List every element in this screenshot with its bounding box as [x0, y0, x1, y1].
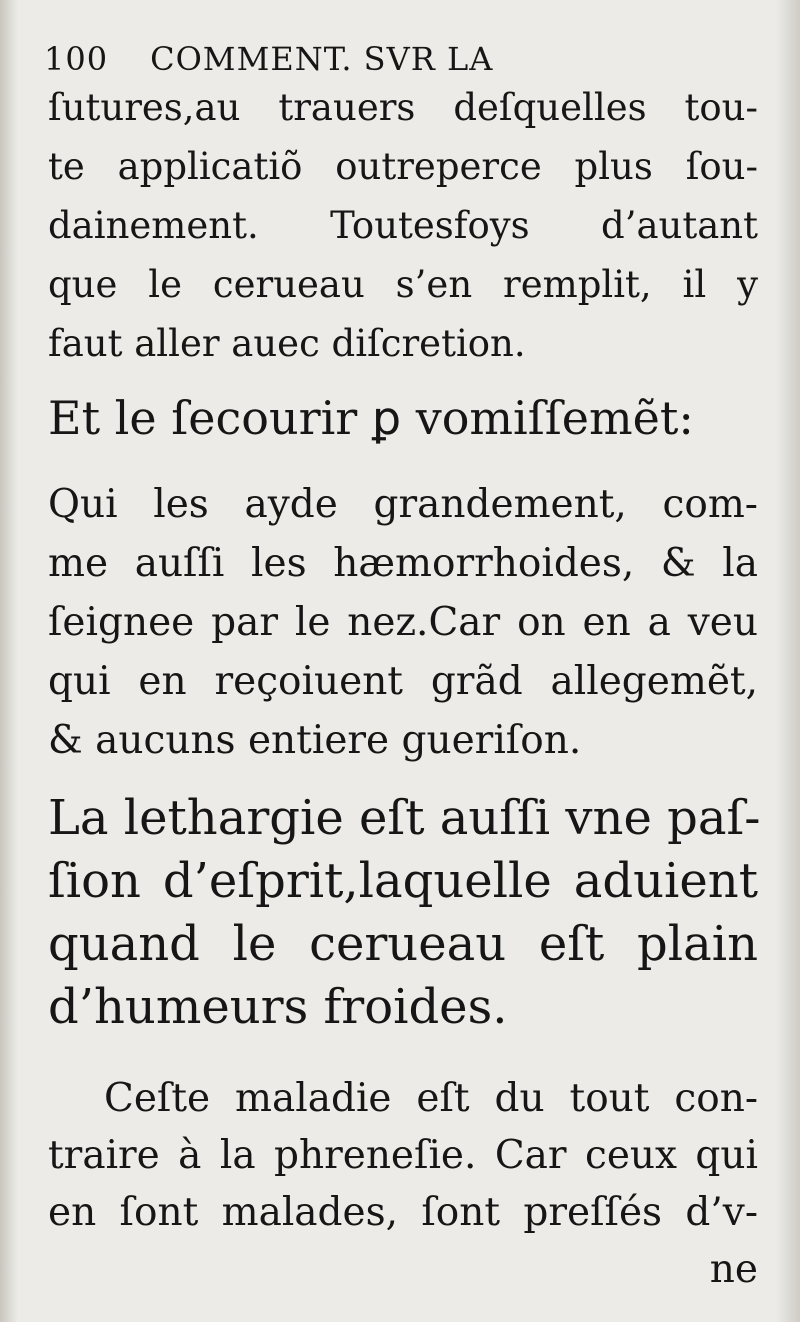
text-line: d’humeurs froides.: [48, 979, 508, 1035]
running-title: COMMENT. SVR LA: [150, 40, 494, 78]
page-number: 100: [44, 40, 109, 78]
text-line: qui en reçoiuent grãd allegemẽt,: [48, 659, 758, 704]
text-line: La lethargie eſt auſſi vne paſ-: [48, 790, 761, 846]
text-line: Ceſte maladie eſt du tout con-: [104, 1076, 758, 1121]
text-line: que le cerueau s’en remplit, il y: [48, 263, 758, 306]
text-line: ſeignee par le nez.Car on en a veu: [48, 600, 758, 645]
catchword: ne: [709, 1247, 758, 1292]
text-line: traire à la phreneſie. Car ceux qui: [48, 1133, 758, 1178]
text-line: Qui les ayde grandement, com-: [48, 482, 758, 527]
text-line: en ſont malades, ſont preſſés d’v-: [48, 1190, 758, 1235]
text-line: ſutures,au trauers deſquelles tou-: [48, 86, 758, 129]
aphorism-text-1: [48, 388, 758, 448]
commentary-paragraph-2: [48, 475, 758, 770]
commentary-paragraph-3: [48, 1070, 758, 1298]
text-line: quand le cerueau eſt plain: [48, 916, 758, 972]
aphorism-text-2: [48, 787, 761, 1039]
text-line: faut aller auec diſcretion.: [48, 322, 526, 365]
text-line: ſion d’eſprit,laquelle aduient: [48, 853, 758, 909]
text-line: Et le ſecourir ꝑ vomiſſemẽt:: [48, 391, 694, 445]
text-line: & aucuns entiere gueriſon.: [48, 718, 582, 763]
running-header: [44, 40, 493, 78]
commentary-paragraph-1: [48, 78, 758, 373]
text-line: me auſſi les hæmorrhoides, & la: [48, 541, 758, 586]
text-line: dainement. Toutesfoys d’autant: [48, 204, 758, 247]
text-line: te applicatiõ outreperce plus ſou-: [48, 145, 758, 188]
